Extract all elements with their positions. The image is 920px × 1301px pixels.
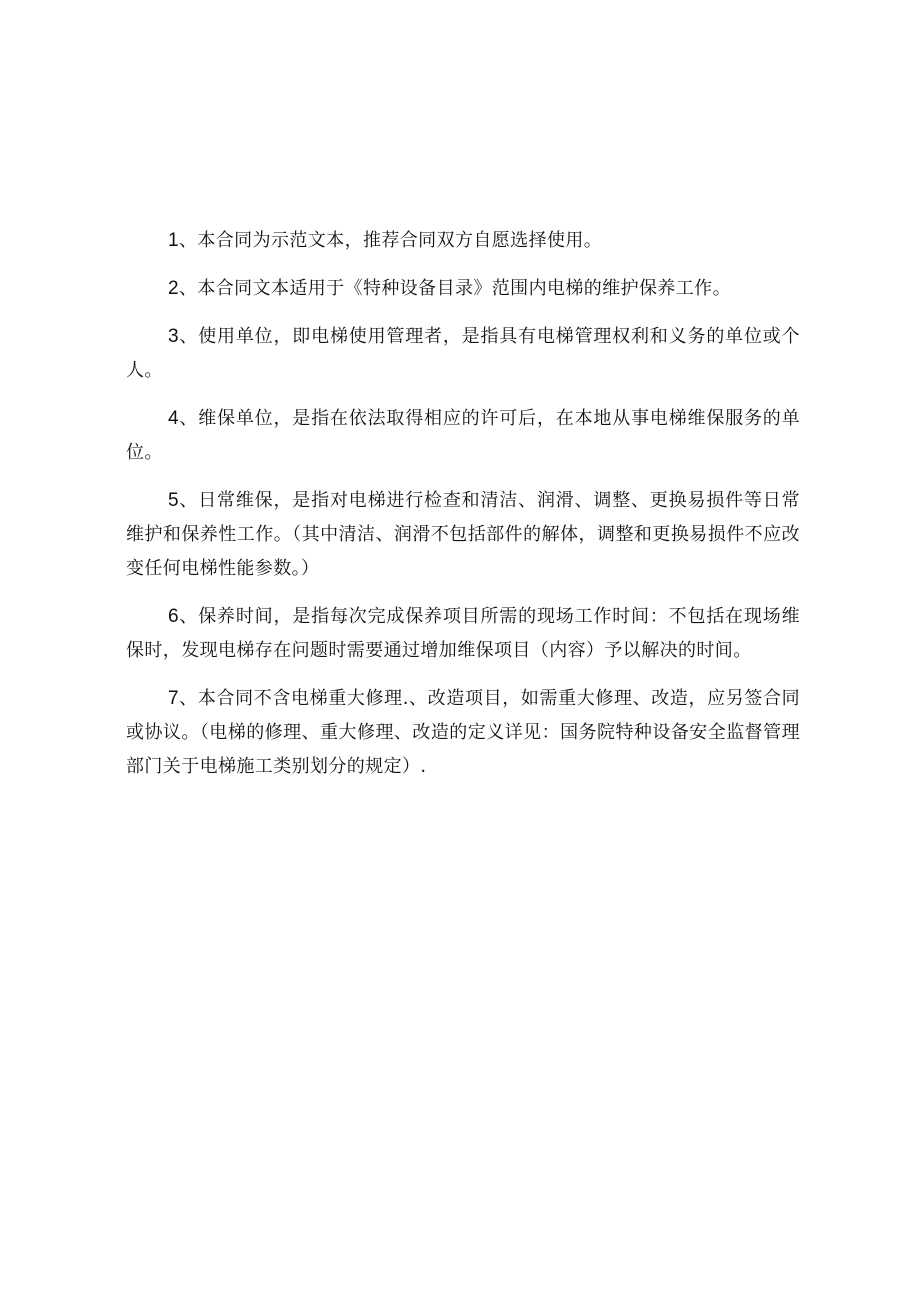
paragraph-6 — [126, 600, 800, 668]
paragraph-number: 4 — [168, 408, 179, 429]
paragraph-3 — [126, 320, 800, 388]
paragraph-4 — [126, 402, 800, 470]
paragraph-2 — [126, 272, 800, 306]
paragraph-number: 6 — [168, 606, 179, 627]
paragraph-text: 、维保单位，是指在依法取得相应的许可后，在本地从事电梯维保服务的单位。 — [126, 408, 800, 463]
paragraph-text: 、使用单位，即电梯使用管理者，是指具有电梯管理权利和义务的单位或个人。 — [126, 326, 800, 381]
paragraph-text: 、本合同不含电梯重大修理.、改造项目，如需重大修理、改造，应另签合同或协议。（电梯的修理、重大修理、改造的定义详见：国务院特种设备安全监督管理部门关于电梯施工类别划分的规定）. — [126, 688, 800, 777]
paragraph-7 — [126, 682, 800, 784]
paragraph-number: 7 — [168, 688, 179, 709]
paragraph-5 — [126, 484, 800, 586]
paragraph-text: 、日常维保，是指对电梯进行检查和清洁、润滑、调整、更换易损件等日常维护和保养性工作。（其中清洁、润滑不包括部件的解体，调整和更换易损件不应改变任何电梯性能参数。） — [126, 490, 800, 579]
paragraph-number: 5 — [168, 490, 179, 511]
paragraph-number: 1 — [168, 230, 179, 251]
paragraph-text: 、本合同为示范文本，推荐合同双方自愿选择使用。 — [178, 230, 603, 251]
document-body — [126, 224, 800, 798]
paragraph-1 — [126, 224, 800, 258]
paragraph-text: 、本合同文本适用于《特种设备目录》范围内电梯的维护保养工作。 — [178, 278, 731, 299]
paragraph-text: 、保养时间，是指每次完成保养项目所需的现场工作时间：不包括在现场维保时，发现电梯存在问题时需要通过增加维保项目（内容）予以解决的时间。 — [126, 606, 800, 661]
paragraph-number: 3 — [168, 326, 179, 347]
paragraph-number: 2 — [168, 278, 179, 299]
